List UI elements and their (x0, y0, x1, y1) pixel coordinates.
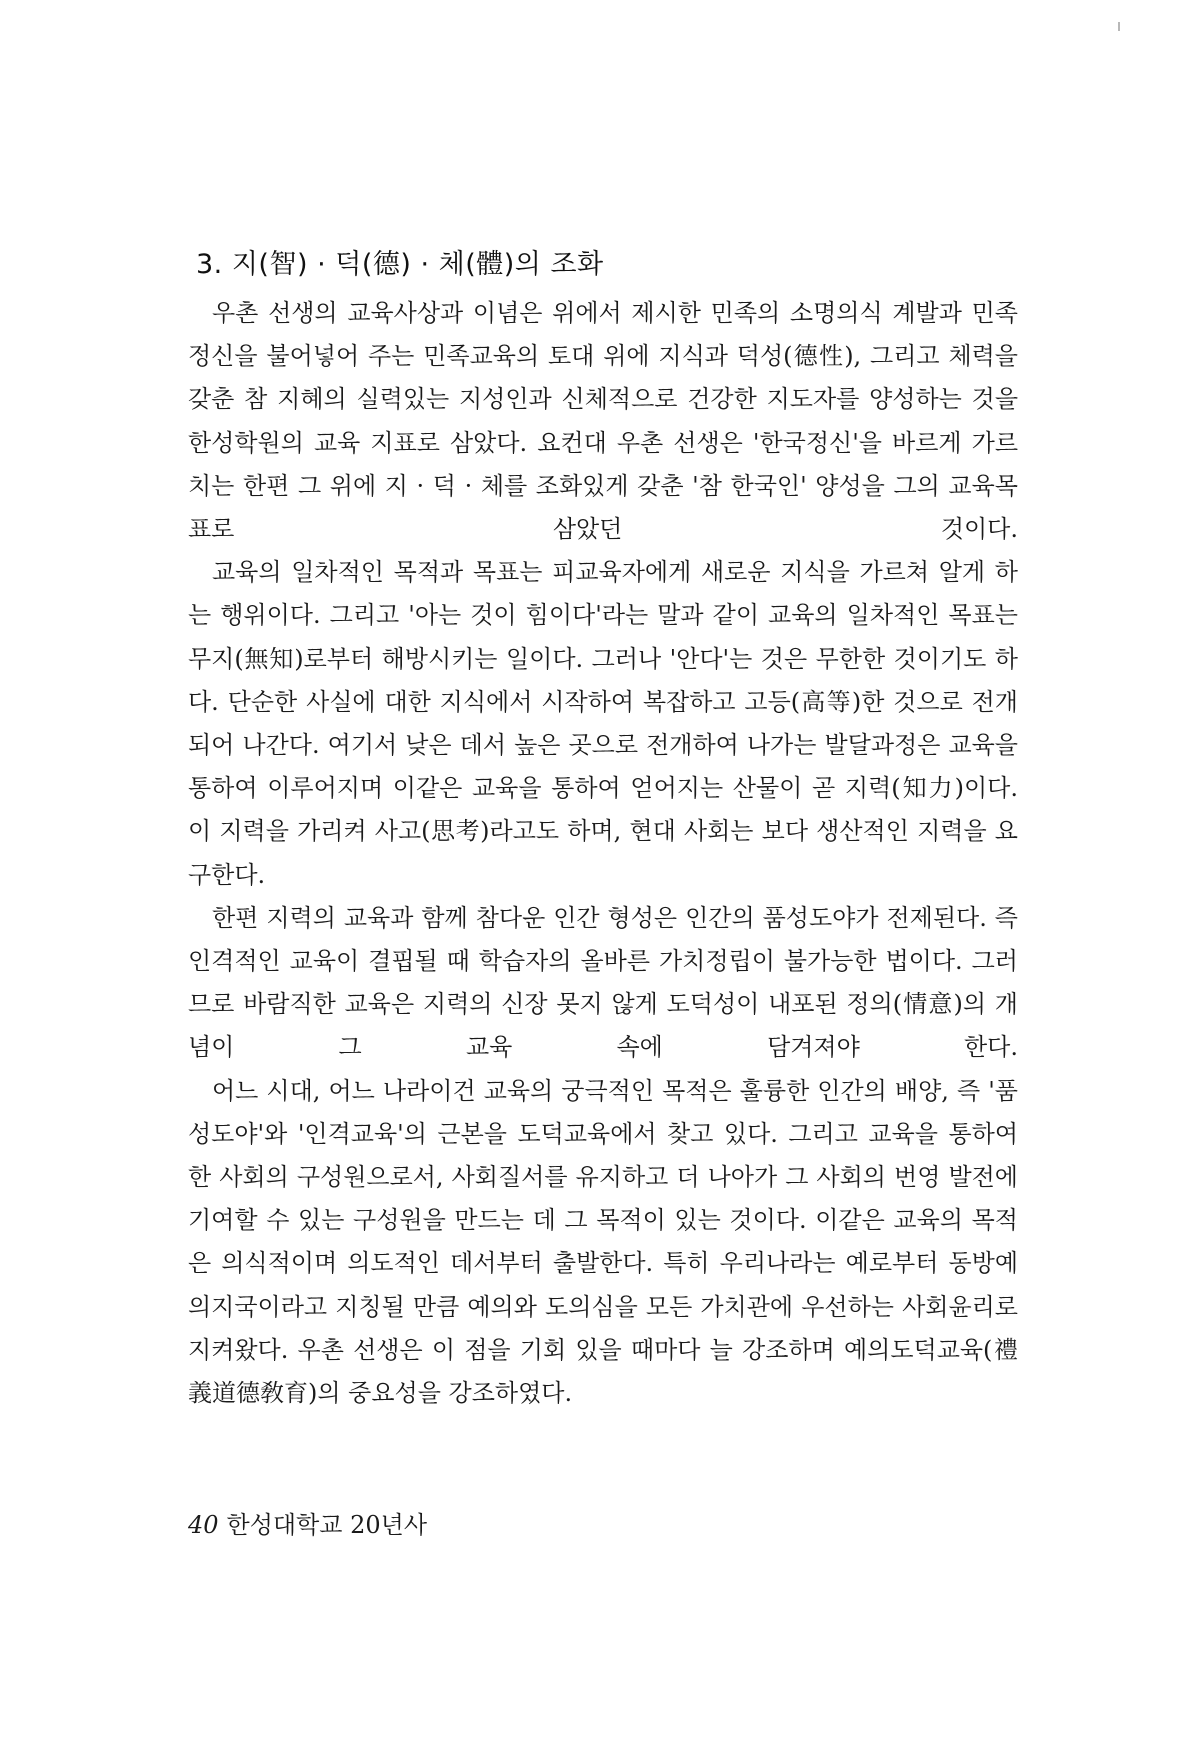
paragraph-1: 우촌 선생의 교육사상과 이념은 위에서 제시한 민족의 소명의식 계발과 민족정신을 불어넣어 주는 민족교육의 토대 위에 지식과 덕성(德性), 그리고 체력을 갖춘 참 지혜의 실력있는 지성인과 신체적으로 건강한 지도자를 양성하는 것을 한성학원의 교육 지표로 삼았다. 요컨대 우촌 선생은 '한국정신'을 바르게 가르치는 한편 그 위에 지 · 덕 · 체를 조화있게 갖춘 '참 한국인' 양성을 그의 교육목표로 삼았던 것이다. (188, 299, 1018, 544)
paragraph-4: 어느 시대, 어느 나라이건 교육의 궁극적인 목적은 훌륭한 인간의 배양, 즉 '품성도야'와 '인격교육'의 근본을 도덕교육에서 찾고 있다. 그리고 교육을 통하여 한 사회의 구성원으로서, 사회질서를 유지하고 더 나아가 그 사회의 번영 발전에 기여할 수 있는 구성원을 만드는 데 그 목적이 있는 것이다. 이같은 교육의 목적은 의식적이며 의도적인 데서부터 출발한다. 특히 우리나라는 예로부터 동방예의지국이라고 지칭될 만큼 예의와 도의심을 모든 가치관에 우선하는 사회윤리로 지켜왔다. 우촌 선생은 이 점을 기회 있을 때마다 늘 강조하며 예의도덕교육(禮義道德敎育)의 중요성을 강조하였다. (188, 1076, 1018, 1408)
page-footer (188, 1508, 427, 1542)
page-number: 40 (188, 1511, 219, 1539)
section-title: 3. 지(智) · 덕(德) · 체(體)의 조화 (196, 249, 604, 280)
page-body (188, 247, 1018, 1415)
paragraph-3: 한편 지력의 교육과 함께 참다운 인간 형성은 인간의 품성도야가 전제된다. 즉 인격적인 교육이 결핍될 때 학습자의 올바른 가치정립이 불가능한 법이다. 그러므로 바람직한 교육은 지력의 신장 못지 않게 도덕성이 내포된 정의(情意)의 개념이 그 교육 속에 담겨져야 한다. (188, 903, 1018, 1062)
paragraph-2: 교육의 일차적인 목적과 목표는 피교육자에게 새로운 지식을 가르쳐 알게 하는 행위이다. 그리고 '아는 것이 힘이다'라는 말과 같이 교육의 일차적인 목표는 무지(無知)로부터 해방시키는 일이다. 그러나 '안다'는 것은 무한한 것이기도 하다. 단순한 사실에 대한 지식에서 시작하여 복잡하고 고등(高等)한 것으로 전개되어 나간다. 여기서 낮은 데서 높은 곳으로 전개하여 나가는 발달과정은 교육을 통하여 이루어지며 이같은 교육을 통하여 얻어지는 산물이 곧 지력(知力)이다. 이 지력을 가리켜 사고(思考)라고도 하며, 현대 사회는 보다 생산적인 지력을 요구한다. (188, 558, 1018, 889)
book-title: 한성대학교 20년사 (226, 1511, 428, 1539)
scan-mark (1118, 22, 1120, 31)
